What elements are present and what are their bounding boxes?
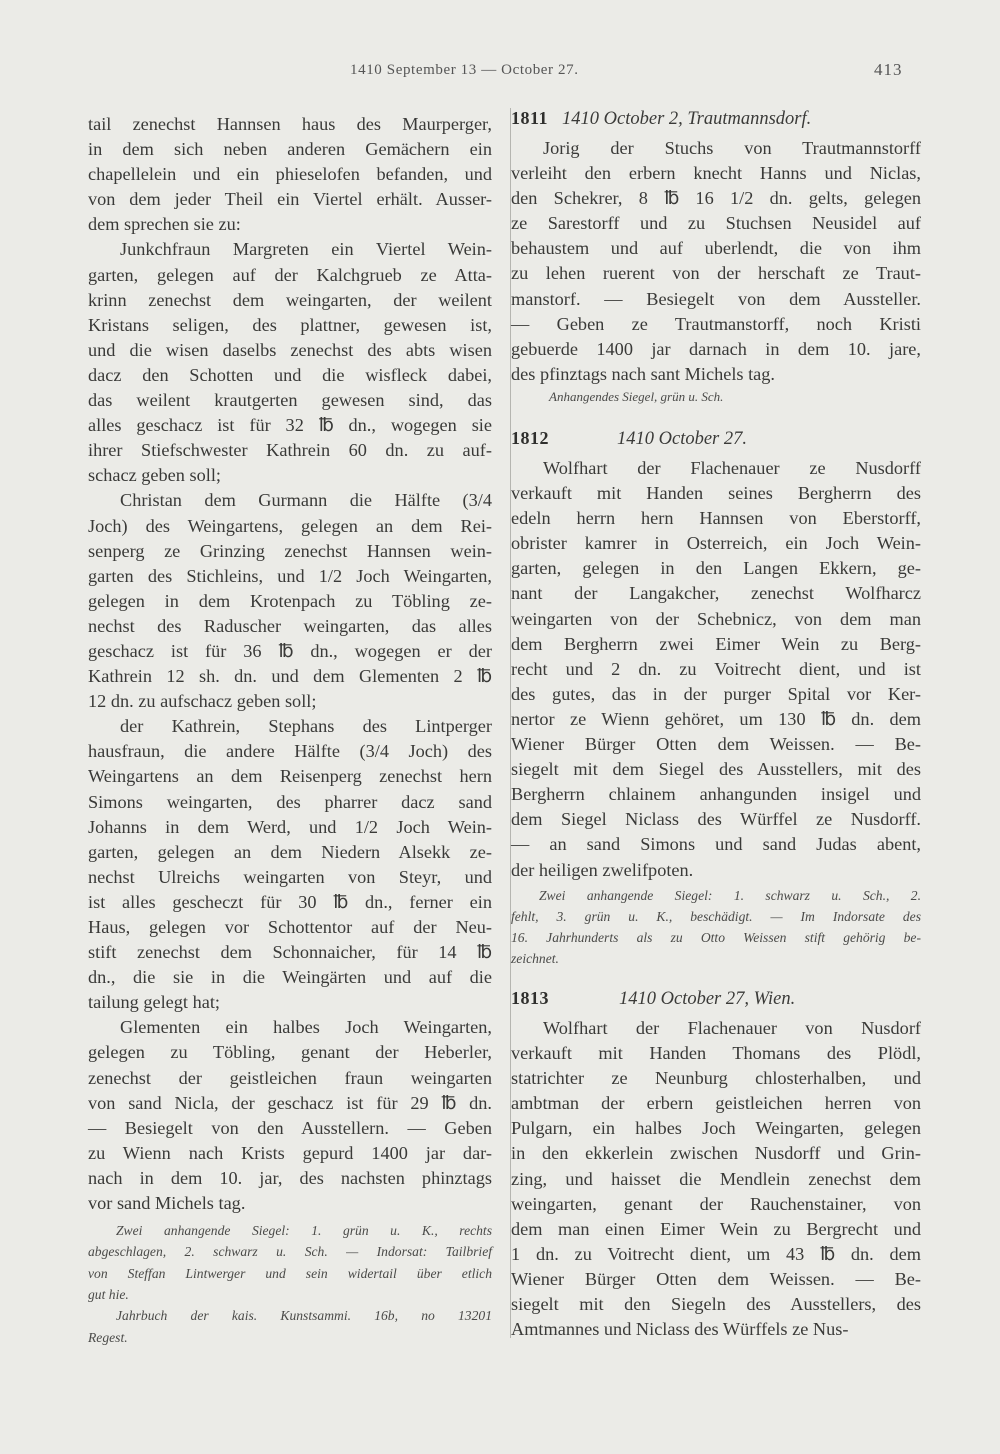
text-line: — an sand Simons und sand Judas abent, — [511, 834, 921, 855]
text-line: garten, gelegen an dem Niedern Alsekk ze- — [88, 841, 492, 862]
left-column-notes — [88, 1220, 492, 1348]
entry-1812 — [511, 428, 921, 970]
text-line: siegelt mit dem Siegel des Ausstellers, mit des — [511, 759, 921, 780]
text-line: dn., die sie in die Weingärten und auf die — [88, 967, 492, 988]
entry-number: 1812 — [511, 428, 549, 448]
text-line: Christan dem Gurmann die Hälfte (3/4 — [120, 490, 492, 511]
text-line: Wiener Bürger Otten dem Weissen. — Be- — [511, 734, 921, 755]
text-line: nach in dem 10. jar, des nachsten phinztags — [88, 1167, 492, 1188]
text-line: Simons weingarten, des pharrer dacz sand — [88, 791, 492, 812]
text-line: von sand Nicla, der geschacz ist für 29 ℔ dn. — [88, 1092, 492, 1113]
text-line: dem Bergherrn zwei Eimer Wein zu Berg- — [511, 633, 921, 654]
text-line: recht und 2 dn. zu Voitrecht dient, und ist — [511, 658, 921, 679]
text-line: den Schekrer, 8 ℔ 16 1/2 dn. gelts, gelegen — [511, 188, 921, 209]
text-line: behaustem und auf uberlendt, die von ihm — [511, 238, 921, 259]
entry-header — [511, 988, 921, 1010]
note-line: Zwei anhangende Siegel: 1. schwarz u. Sch., 2. — [539, 887, 921, 903]
entry-date: 1410 October 2, Trautmannsdorf. — [562, 109, 812, 129]
text-line: tail zenechst Hannsen haus des Maurperger, — [88, 114, 492, 134]
text-line: des pfinztags nach sant Michels tag. — [511, 363, 775, 384]
text-line: Joch) des Weingartens, gelegen an dem Rei- — [88, 515, 492, 536]
running-head: 1410 September 13 — October 27. — [350, 62, 579, 78]
entry-1813 — [511, 988, 921, 1342]
text-line: Johanns in dem Werd, und 1/2 Joch Wein- — [88, 816, 492, 837]
text-line: siegelt mit den Siegeln des Ausstellers, des — [511, 1294, 921, 1315]
text-line: verleiht den erbern knecht Hanns und Niclas, — [511, 163, 921, 184]
text-line: verkauft mit Handen seines Bergherrn des — [511, 483, 921, 504]
text-line: stift zenechst dem Schonnaicher, für 14 ℔ — [88, 942, 492, 963]
text-line: — Besiegelt von den Ausstellern. — Geben — [88, 1117, 492, 1138]
text-line: edeln herrn hern Hannsen von Eberstorff, — [511, 508, 921, 529]
text-line: weingarten von der Schebnicz, von dem man — [511, 608, 921, 629]
text-line: und die wisen daselbs zenechst des abts wisen — [88, 339, 492, 360]
text-line: zu lehen ruerent von der herschaft ze Traut- — [511, 263, 921, 284]
text-line: in dem sich neben anderen Gemächern ein — [88, 139, 492, 160]
text-line: gelegen zu Töbling, genant der Heberler, — [88, 1042, 492, 1063]
text-line: Kathrein 12 sh. dn. und dem Glementen 2 ℔ — [88, 666, 492, 687]
entry-text — [511, 1016, 921, 1342]
text-line: garten, gelegen auf der Kalchgrueb ze Atta- — [88, 264, 492, 285]
text-line: nechst des Raduscher weingarten, das alles — [88, 615, 492, 636]
entry-notes: Anhangendes Siegel, grün u. Sch. — [549, 388, 724, 404]
entry-text — [511, 456, 921, 883]
note-line: zeichnet. — [511, 951, 559, 967]
text-line: nechst Ulreichs weingarten von Steyr, und — [88, 866, 492, 887]
note-line: fehlt, 3. grün u. K., beschädigt. — Im Indorsate des — [511, 908, 921, 924]
text-line: nertor ze Wienn gehöret, um 130 ℔ dn. dem — [511, 708, 921, 729]
text-line: dem man einen Eimer Wein zu Bergrecht und — [511, 1218, 921, 1239]
text-line: ihrer Stiefschwester Kathrein 60 dn. zu auf- — [88, 440, 492, 461]
text-line: gebuerde 1400 jar darnach in dem 10. jare, — [511, 338, 921, 359]
text-line: krinn zenechst dem weingarten, der weilent — [88, 289, 492, 310]
note-line: Regest. — [88, 1329, 128, 1345]
text-line: Pulgarn, ein halbes Joch Weingarten, gelegen — [511, 1118, 921, 1139]
text-line: tailung gelegt hat; — [88, 992, 220, 1013]
text-line: geschacz ist für 36 ℔ dn., wogegen er der — [88, 640, 492, 661]
text-line: senperg ze Grinzing zenechst Hannsen wein- — [88, 540, 492, 561]
entry-date: 1410 October 27, Wien. — [619, 989, 796, 1009]
note-line: Jahrbuch der kais. Kunstsammi. 16b, no 13201 — [116, 1308, 492, 1324]
entry-number: 1813 — [511, 988, 549, 1008]
text-line: schacz geben soll; — [88, 465, 221, 486]
text-line: ist alles gescheczt für 30 ℔ dn., ferner ein — [88, 891, 492, 912]
text-line: dem sprechen sie zu: — [88, 214, 241, 235]
text-line: verkauft mit Handen Thomans des Plödl, — [511, 1043, 921, 1064]
text-line: Wiener Bürger Otten dem Weissen. — Be- — [511, 1268, 921, 1289]
text-line: Glementen ein halbes Joch Weingarten, — [120, 1017, 492, 1038]
entry-number: 1811 — [511, 108, 549, 128]
note-line: Zwei anhangende Siegel: 1. grün u. K., rechts — [116, 1223, 492, 1239]
text-line: der Kathrein, Stephans des Lintperger — [120, 716, 492, 737]
text-line: des gutes, das in der purger Spital vor Ker- — [511, 683, 921, 704]
text-line: Weingartens an dem Reisenperg zenechst hern — [88, 766, 492, 787]
page-number: 413 — [874, 60, 903, 79]
text-line: — Geben ze Trautmanstorff, noch Kristi — [511, 313, 921, 334]
left-column-text — [88, 112, 492, 1216]
text-line: von dem jeder Theil ein Viertel erhält. Ausser- — [88, 189, 492, 210]
text-line: gelegen in dem Krotenpach zu Töbling ze- — [88, 590, 492, 611]
text-line: chapellelein und ein phieselofen befanden, und — [88, 164, 492, 185]
text-line: Bergherrn chlainem anhangunden insigel und — [511, 784, 921, 805]
entry-header — [511, 428, 921, 450]
text-line: garten, gelegen in den Langen Ekkern, ge- — [511, 558, 921, 579]
text-line: Kristans seligen, des plattner, gewesen ist, — [88, 314, 492, 335]
text-line: in den ekkerlein zwischen Nusdorff und Grin- — [511, 1143, 921, 1164]
text-line: zenechst der geistleichen fraun weingarten — [88, 1067, 492, 1088]
text-line: zu Wienn nach Krists gepurd 1400 jar dar- — [88, 1142, 492, 1163]
text-line: alles geschacz ist für 32 ℔ dn., wogegen sie — [88, 415, 492, 436]
text-line: dacz den Schotten und die wisfleck dabei, — [88, 364, 492, 385]
text-line: garten des Stichleins, und 1/2 Joch Weingarten, — [88, 565, 492, 586]
text-line: 1 dn. zu Voitrecht dient, um 43 ℔ dn. dem — [511, 1243, 921, 1264]
entry-notes — [511, 885, 921, 970]
text-line: der heiligen zwelifpoten. — [511, 859, 694, 880]
left-column — [88, 112, 492, 1348]
text-line: 12 dn. zu aufschacz geben soll; — [88, 691, 317, 712]
text-line: zing, und haisset die Mendlein zenechst dem — [511, 1168, 921, 1189]
text-line: Haus, gelegen vor Schottentor auf der Neu- — [88, 917, 492, 937]
text-line: das weilent krautgerten gewesen sind, das — [88, 390, 492, 411]
text-line: weingarten, genant der Rauchenstainer, von — [511, 1193, 921, 1214]
text-line: hausfraun, die andere Hälfte (3/4 Joch) des — [88, 741, 492, 762]
text-line: manstorf. — Besiegelt von dem Aussteller. — [511, 288, 921, 309]
text-line: Wolfhart der Flachenauer ze Nusdorff — [543, 458, 921, 478]
text-line: vor sand Michels tag. — [88, 1193, 246, 1214]
note-line: abgeschlagen, 2. schwarz u. Sch. — Indorsat: Tailbrief — [88, 1244, 492, 1260]
text-line: Wolfhart der Flachenauer von Nusdorf — [543, 1018, 921, 1038]
text-line: Jorig der Stuchs von Trautmannstorff — [543, 138, 921, 158]
note-line: von Steffan Lintwerger und sein widertail über etlich — [88, 1265, 492, 1281]
text-line: obrister kamrer in Osterreich, ein Joch Wein- — [511, 533, 921, 554]
text-line: Junkchfraun Margreten ein Viertel Wein- — [120, 239, 492, 260]
text-line: nant der Langakcher, zenechst Wolfharcz — [511, 583, 921, 604]
entry-text — [511, 136, 921, 387]
entry-1811 — [511, 108, 921, 407]
text-line: ambtman der erbern geistleichen herren von — [511, 1093, 921, 1114]
note-line: gut hie. — [88, 1287, 129, 1303]
note-line: 16. Jahrhunderts als zu Otto Weissen stift gehörig be- — [511, 930, 921, 946]
right-column — [510, 108, 921, 1338]
text-line: ze Sarestorff und zu Stuchsen Neusidel auf — [511, 213, 921, 234]
text-line: dem Siegel Niclass des Würffel ze Nusdorff. — [511, 809, 921, 830]
entry-header — [511, 108, 921, 130]
text-line: Amtmannes und Niclass des Würffels ze Nus- — [511, 1319, 849, 1340]
entry-date: 1410 October 27. — [617, 429, 747, 449]
text-line: statrichter ze Neunburg chlosterhalben, und — [511, 1068, 921, 1089]
